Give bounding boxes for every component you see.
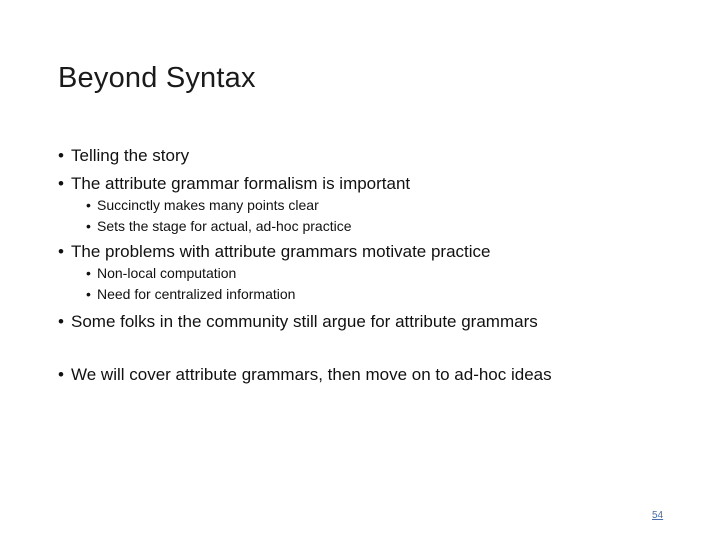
- bullet-dot-icon: •: [86, 265, 91, 281]
- bullet-text: Some folks in the community still argue for attribute grammars: [71, 312, 538, 331]
- bullet-dot-icon: •: [86, 286, 91, 302]
- bullet-dot-icon: •: [86, 218, 91, 234]
- bullet-item: [58, 312, 538, 332]
- bullet-dot-icon: •: [86, 197, 91, 213]
- page-number-link[interactable]: 54: [652, 510, 664, 521]
- sub-bullet-text: Succinctly makes many points clear: [97, 197, 319, 213]
- bullet-item: [58, 174, 410, 194]
- bullet-dot-icon: •: [58, 365, 64, 384]
- sub-bullet-item: [86, 265, 236, 281]
- bullet-dot-icon: •: [58, 312, 64, 331]
- slide-title: Beyond Syntax: [58, 62, 256, 94]
- bullet-item: [58, 365, 552, 385]
- bullet-text: The attribute grammar formalism is important: [71, 174, 411, 193]
- bullet-text: The problems with attribute grammars motivate practice: [71, 242, 491, 261]
- bullet-dot-icon: •: [58, 146, 64, 165]
- bullet-item: [58, 242, 491, 262]
- sub-bullet-text: Sets the stage for actual, ad-hoc practice: [97, 218, 352, 234]
- bullet-text: We will cover attribute grammars, then move on to ad-hoc ideas: [71, 365, 552, 384]
- bullet-item: [58, 146, 189, 166]
- sub-bullet-item: [86, 218, 351, 234]
- bullet-text: Telling the story: [71, 146, 190, 165]
- sub-bullet-text: Need for centralized information: [97, 286, 296, 302]
- bullet-dot-icon: •: [58, 242, 64, 261]
- sub-bullet-item: [86, 286, 295, 302]
- sub-bullet-text: Non-local computation: [97, 265, 237, 281]
- sub-bullet-item: [86, 197, 319, 213]
- bullet-dot-icon: •: [58, 174, 64, 193]
